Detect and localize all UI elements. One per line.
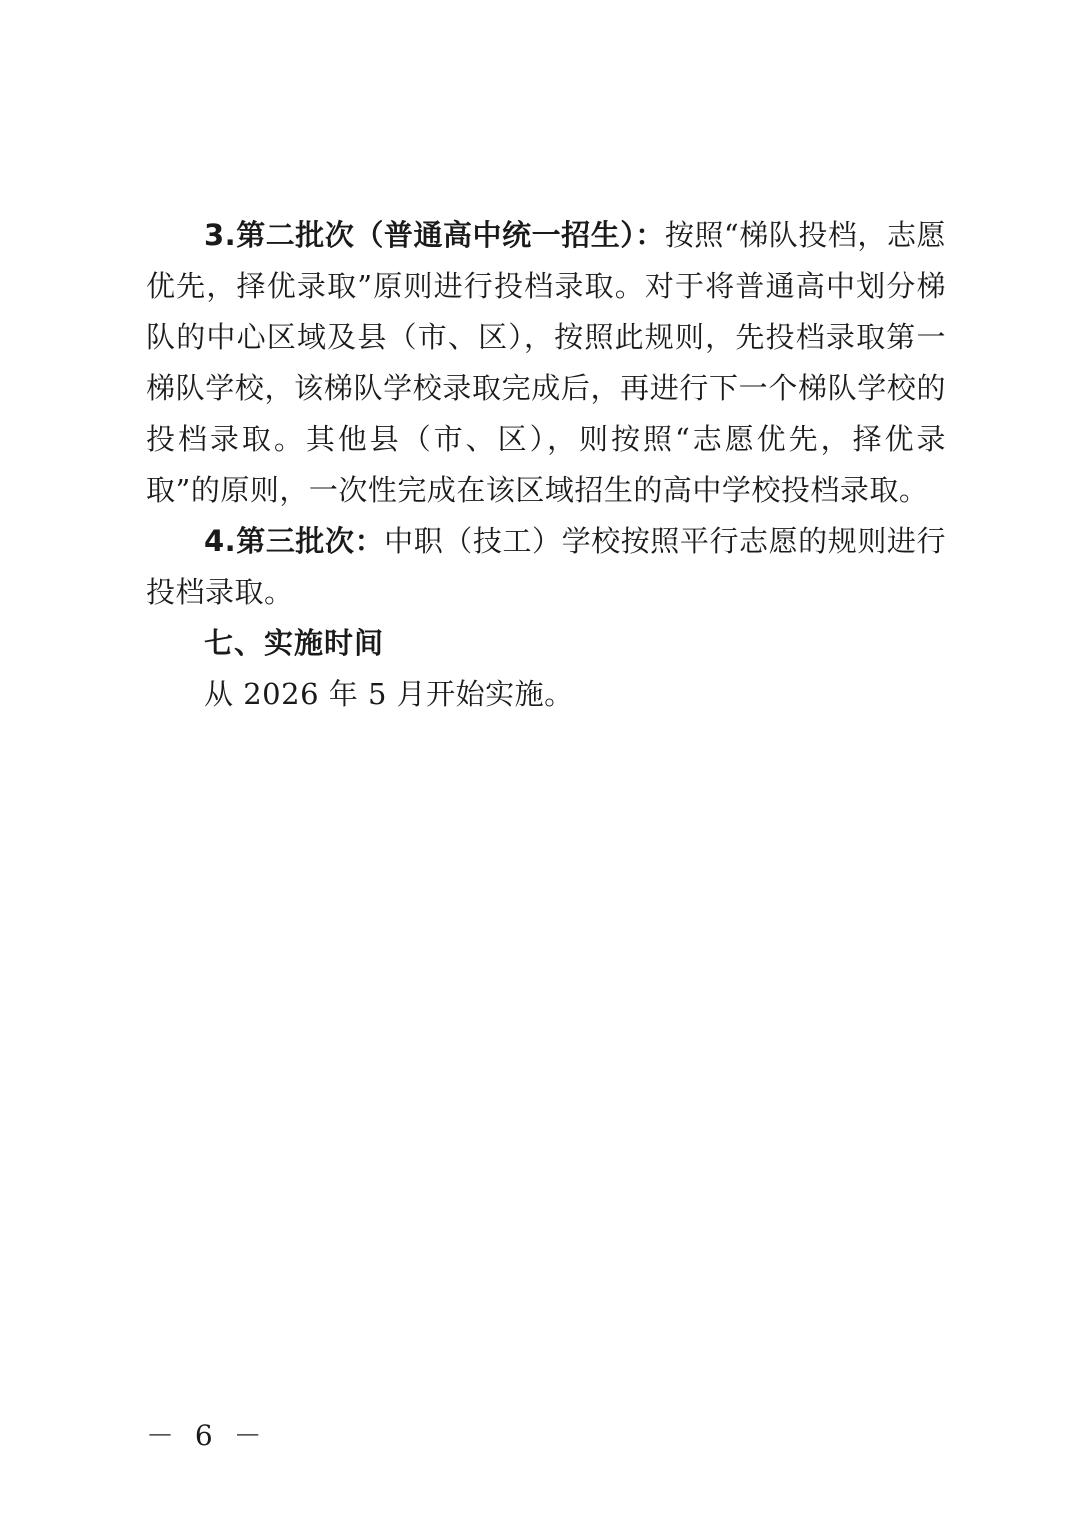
- paragraph-lead-batch-2: 3.第二批次（普通高中统一招生）：: [204, 218, 665, 252]
- paragraph-lead-batch-3: 4.第三批次：: [204, 524, 385, 558]
- paragraph-batch-3: [146, 516, 946, 618]
- paragraph-text-batch-2: 按照“梯队投档，志愿优先，择优录取”原则进行投档录取。对于将普通高中划分梯队的中心区域及县（市、区），按照此规则，先投档录取第一梯队学校，该梯队学校录取完成后，再进行下一个梯队学校的投档录取。其他县（市、区），则按照“志愿优先，择优录取”的原则，一次性完成在该区域招生的高中学校投档录取。: [146, 218, 947, 507]
- page-number: － 6 －: [146, 1419, 268, 1452]
- section-heading: 七、实施时间: [204, 626, 385, 660]
- section-text: 从 2026 年 5 月开始实施。: [204, 677, 574, 711]
- paragraph-batch-2: [146, 210, 946, 516]
- document-body: [146, 210, 946, 720]
- paragraph-text-batch-3: 中职（技工）学校按照平行志愿的规则进行投档录取。: [146, 524, 946, 609]
